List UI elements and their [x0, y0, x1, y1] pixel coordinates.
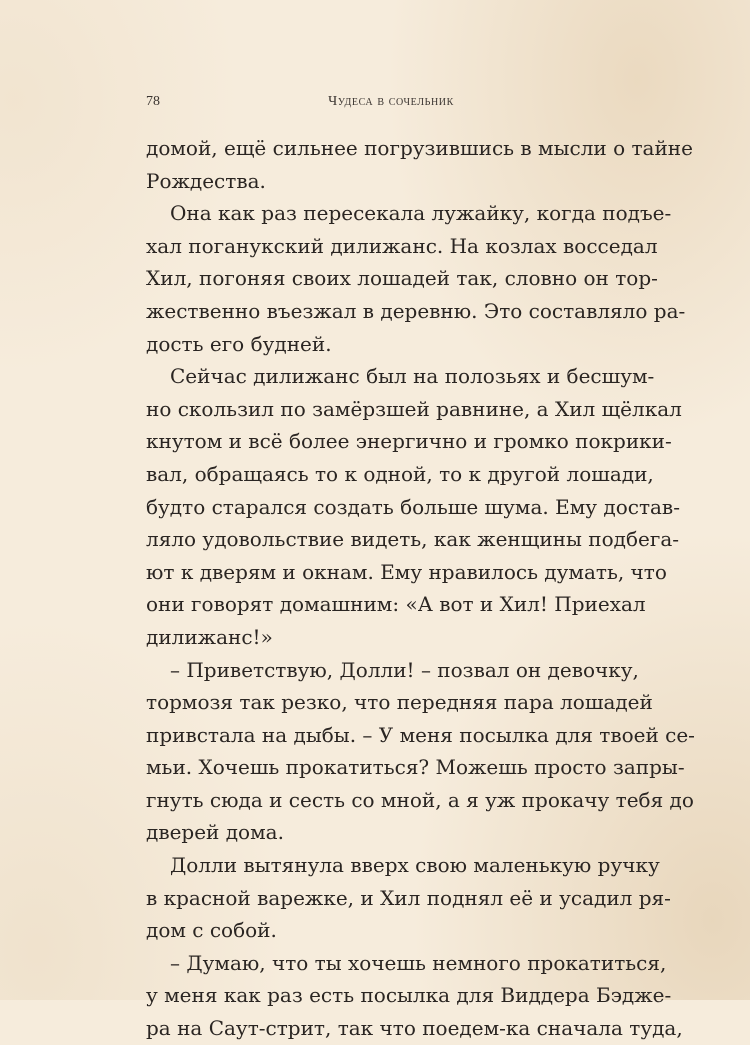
- text-line: мьи. Хочешь прокатиться? Можешь просто запры-: [146, 755, 685, 780]
- text-line: дверей дома.: [146, 820, 284, 845]
- text-line: будто старался создать больше шума. Ему достав-: [146, 494, 680, 519]
- text-line: вал, обращаясь то к одной, то к другой лошади,: [146, 461, 654, 486]
- text-line: дом с собой.: [146, 918, 277, 943]
- text-line: дилижанс!»: [146, 624, 273, 649]
- text-line: хал поганукский дилижанс. На козлах восседал: [146, 233, 658, 258]
- text-line: у меня как раз есть посылка для Виддера Бэдже-: [146, 983, 672, 1008]
- text-line: ляло удовольствие видеть, как женщины подбега-: [146, 527, 679, 552]
- text-line: дость его будней.: [146, 331, 332, 356]
- running-title: Чудеса в сочельник: [328, 94, 454, 109]
- body-text: [146, 132, 695, 1045]
- text-line: домой, ещё сильнее погрузившись в мысли о тайне: [146, 136, 693, 160]
- text-line: Сейчас дилижанс был на полозьях и бесшум-: [170, 364, 655, 389]
- text-line: гнуть сюда и сесть со мной, а я уж прокачу тебя до: [146, 787, 694, 812]
- text-line: ют к дверям и окнам. Ему нравилось думать, что: [146, 559, 667, 584]
- text-line: Долли вытянула вверх свою маленькую ручку: [170, 853, 660, 878]
- text-line: привстала на дыбы. – У меня посылка для твоей се-: [146, 722, 695, 747]
- text-line: в красной варежке, и Хил поднял её и усадил ря-: [146, 885, 671, 910]
- text-line: Хил, погоняя своих лошадей так, словно он тор-: [146, 266, 658, 291]
- text-line: но скользил по замёрзшей равнине, а Хил щёлкал: [146, 396, 682, 421]
- text-line: Она как раз пересекала лужайку, когда подъе-: [170, 201, 672, 226]
- text-line: – Думаю, что ты хочешь немного прокатиться,: [170, 950, 667, 975]
- text-line: Рождества.: [146, 168, 266, 193]
- text-line: кнутом и всё более энергично и громко покрики-: [146, 429, 672, 454]
- text-line: жественно въезжал в деревню. Это составляло ра-: [146, 298, 686, 323]
- running-head: [146, 94, 636, 114]
- text-line: ра на Саут-стрит, так что поедем-ка сначала туда,: [146, 1016, 683, 1041]
- text-line: они говорят домашним: «А вот и Хил! Приехал: [146, 592, 646, 617]
- text-line: тормозя так резко, что передняя пара лошадей: [146, 690, 653, 715]
- page-number: 78: [146, 94, 160, 109]
- text-line: – Приветствую, Долли! – позвал он девочку,: [170, 657, 639, 682]
